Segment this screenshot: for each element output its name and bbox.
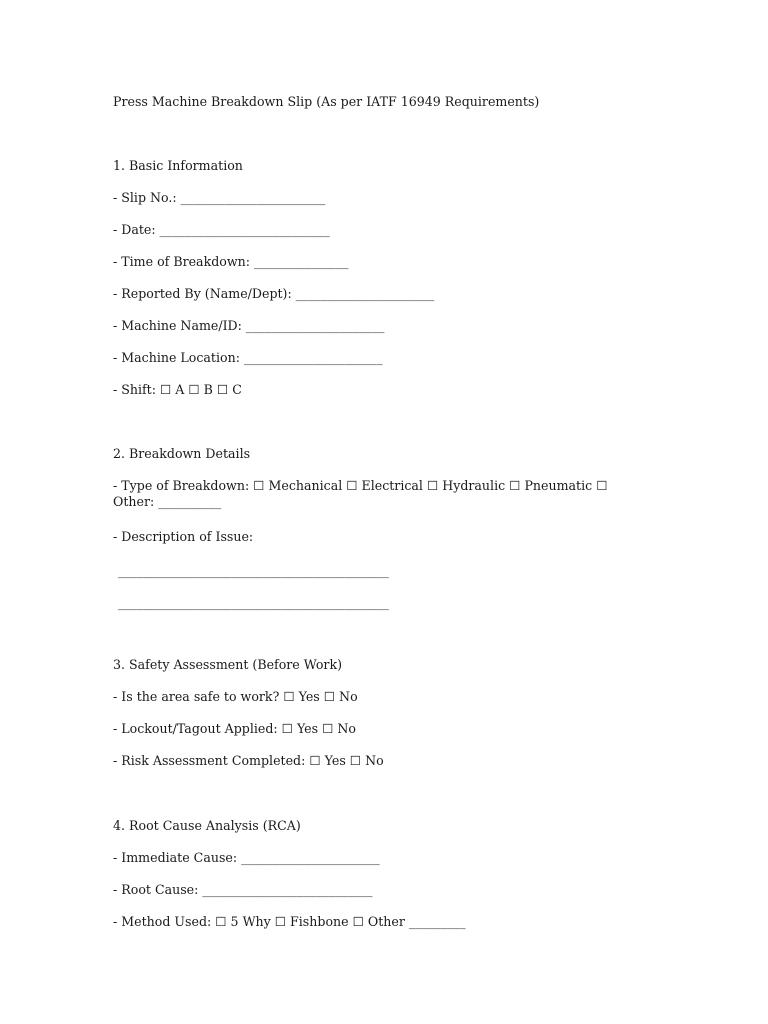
date-field: - Date: ___________________________ (113, 222, 330, 237)
time-of-breakdown-field: - Time of Breakdown: _______________ (113, 254, 349, 269)
description-blank-line: ___________________________________________ (118, 595, 389, 610)
section-heading-breakdown-details: 2. Breakdown Details (113, 446, 251, 461)
description-label: - Description of Issue: (113, 529, 254, 544)
immediate-cause-field: - Immediate Cause: ______________________ (113, 850, 380, 865)
slip-number-field: - Slip No.: _______________________ (113, 190, 326, 205)
breakdown-type-checkboxes: - Type of Breakdown: ☐ Mechanical ☐ Electrical ☐ Hydraulic ☐ Pneumatic ☐ Other: __________ (113, 478, 608, 509)
document-title: Press Machine Breakdown Slip (As per IATF 16949 Requirements) (113, 94, 540, 109)
reported-by-field: - Reported By (Name/Dept): ______________________ (113, 286, 435, 301)
machine-location-field: - Machine Location: ______________________ (113, 350, 383, 365)
lockout-tagout-checkboxes: - Lockout/Tagout Applied: ☐ Yes ☐ No (113, 721, 356, 736)
description-blank-line: ___________________________________________ (118, 563, 389, 578)
section-heading-basic-information: 1. Basic Information (113, 158, 243, 173)
shift-checkboxes: - Shift: ☐ A ☐ B ☐ C (113, 382, 242, 397)
section-heading-root-cause-analysis: 4. Root Cause Analysis (RCA) (113, 818, 301, 833)
risk-assessment-checkboxes: - Risk Assessment Completed: ☐ Yes ☐ No (113, 753, 384, 768)
root-cause-field: - Root Cause: ___________________________ (113, 882, 373, 897)
machine-name-field: - Machine Name/ID: ______________________ (113, 318, 385, 333)
area-safe-checkboxes: - Is the area safe to work? ☐ Yes ☐ No (113, 689, 358, 704)
method-used-checkboxes: - Method Used: ☐ 5 Why ☐ Fishbone ☐ Other _________ (113, 914, 466, 929)
section-heading-safety-assessment: 3. Safety Assessment (Before Work) (113, 657, 342, 672)
